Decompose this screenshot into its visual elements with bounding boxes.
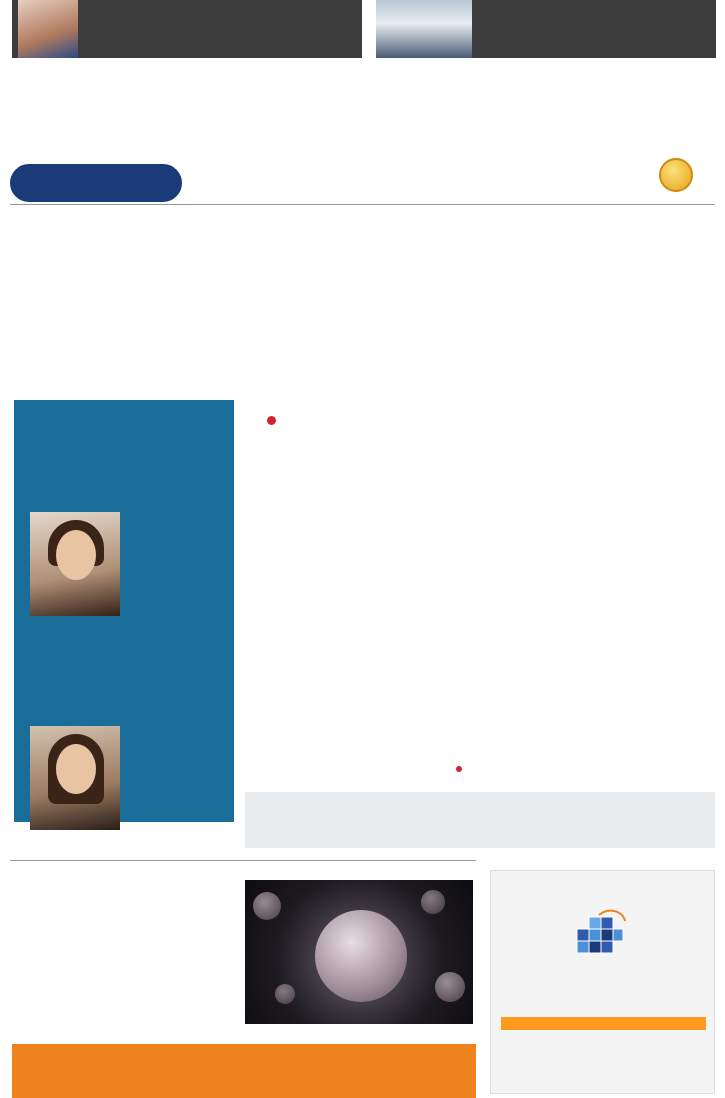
sports-bar[interactable] bbox=[12, 1044, 476, 1098]
teaser-headline bbox=[84, 30, 87, 47]
teaser-right[interactable] bbox=[376, 0, 716, 58]
divider bbox=[10, 204, 715, 205]
divider bbox=[10, 860, 476, 861]
teaser-photo bbox=[376, 0, 472, 58]
teaser-headline bbox=[480, 30, 483, 47]
stats-headline bbox=[253, 816, 256, 834]
anniversary-badge bbox=[10, 164, 182, 202]
sports-headline bbox=[18, 1070, 21, 1086]
stats-box[interactable] bbox=[245, 792, 715, 848]
grid-page-ref bbox=[456, 766, 465, 774]
bullet-icon bbox=[267, 416, 276, 425]
bullet-icon bbox=[456, 766, 462, 772]
teaser-photo bbox=[18, 0, 78, 58]
story2-photo bbox=[30, 726, 120, 830]
ragkos-ad[interactable] bbox=[490, 870, 715, 1094]
masthead-title bbox=[32, 57, 692, 163]
cube-logo-icon bbox=[569, 909, 629, 965]
subhead-2 bbox=[267, 412, 282, 429]
ad-band bbox=[501, 1017, 706, 1030]
teaser-left[interactable] bbox=[12, 0, 362, 58]
story1-photo bbox=[30, 512, 120, 616]
price-badge bbox=[659, 158, 693, 192]
virus-image bbox=[245, 880, 473, 1024]
featured-panel[interactable] bbox=[14, 400, 234, 822]
